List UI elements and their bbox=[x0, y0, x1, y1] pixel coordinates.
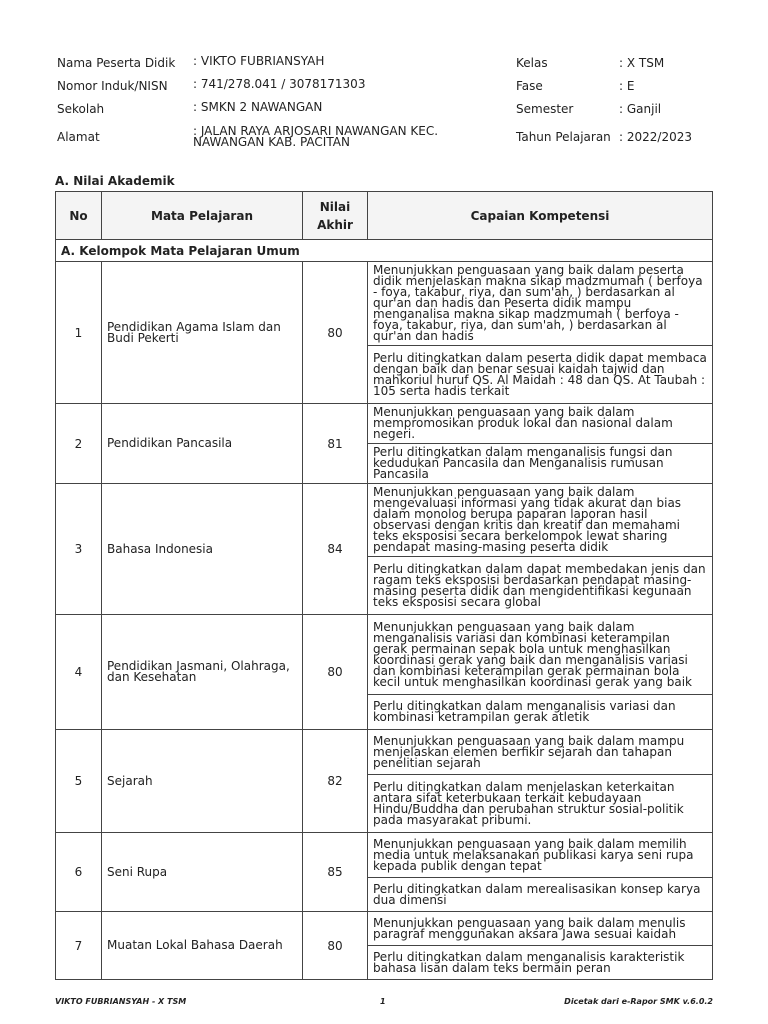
footer-printed-by: Dicetak dari e-Rapor SMK v.6.0.2 bbox=[564, 997, 713, 1006]
phase-value: : E bbox=[619, 79, 635, 93]
header-no: No bbox=[56, 192, 102, 240]
row-subject: Seni Rupa bbox=[102, 833, 303, 912]
row-competency-improve: Perlu ditingkatkan dalam menganalisis variasi dan kombinasi ketrampilan gerak atletik bbox=[368, 695, 713, 730]
row-competency-good: Menunjukkan penguasaan yang baik dalam peserta didik menjelaskan makna sikap madzmumah ( berfoya - foya, takabur, riya, dan sum'ah, ) berdasarkan al qur'an dan hadis dan Peserta didik mampu menganalisa makna sikap madzmumah ( berfoya - foya, takabur, riya, dan sum'ah, ) berdasarkan al qur'an dan hadis bbox=[368, 262, 713, 346]
row-subject: Muatan Lokal Bahasa Daerah bbox=[102, 912, 303, 980]
row-competency-improve: Perlu ditingkatkan dalam peserta didik dapat membaca dengan baik dan benar sesuai kaidah tajwid dan mahkoriul huruf QS. Al Maidah : 48 dan QS. At Taubah : 105 serta hadis terkait bbox=[368, 346, 713, 404]
row-competency-good: Menunjukkan penguasaan yang baik dalam mempromosikan produk lokal dan nasional dalam negeri. bbox=[368, 404, 713, 444]
row-no: 3 bbox=[56, 484, 102, 615]
row-score: 80 bbox=[303, 615, 368, 730]
header-competency: Capaian Kompetensi bbox=[368, 192, 713, 240]
class-value: : X TSM bbox=[619, 56, 665, 70]
row-competency-good: Menunjukkan penguasaan yang baik dalam memilih media untuk melaksanakan publikasi karya seni rupa kepada publik dengan tepat bbox=[368, 833, 713, 878]
row-score: 84 bbox=[303, 484, 368, 615]
row-competency-improve: Perlu ditingkatkan dalam menjelaskan keterkaitan antara sifat keterbukaan terkait kebudayaan Hindu/Buddha dan perubahan struktur sosial-politik pada masyarakat pribumi. bbox=[368, 775, 713, 833]
header-subject: Mata Pelajaran bbox=[102, 192, 303, 240]
footer-student: VIKTO FUBRIANSYAH - X TSM bbox=[55, 997, 187, 1006]
table-row bbox=[56, 262, 713, 346]
row-score: 81 bbox=[303, 404, 368, 484]
row-subject: Pendidikan Agama Islam dan Budi Pekerti bbox=[102, 262, 303, 404]
header-score: Nilai Akhir bbox=[303, 192, 368, 240]
row-score: 82 bbox=[303, 730, 368, 833]
row-no: 4 bbox=[56, 615, 102, 730]
table-row bbox=[56, 615, 713, 695]
row-no: 5 bbox=[56, 730, 102, 833]
table-row bbox=[56, 912, 713, 946]
class-label: Kelas bbox=[516, 56, 548, 70]
year-value: : 2022/2023 bbox=[619, 130, 692, 144]
grades-table bbox=[55, 191, 713, 980]
row-competency-good: Menunjukkan penguasaan yang baik dalam mampu menjelaskan elemen berfikir sejarah dan tahapan penelitian sejarah bbox=[368, 730, 713, 775]
year-label: Tahun Pelajaran bbox=[516, 130, 611, 144]
phase-label: Fase bbox=[516, 79, 543, 93]
row-score: 80 bbox=[303, 912, 368, 980]
row-subject: Bahasa Indonesia bbox=[102, 484, 303, 615]
school-label: Sekolah bbox=[57, 102, 105, 116]
row-competency-good: Menunjukkan penguasaan yang baik dalam mengevaluasi informasi yang tidak akurat dan bias dalam monolog berupa paparan laporan hasil observasi dengan kritis dan kreatif dan memahami teks eksposisi secara berkelompok lewat sharing pendapat masing-masing peserta didik bbox=[368, 484, 713, 557]
address-label: Alamat bbox=[57, 130, 100, 144]
address-value: : JALAN RAYA ARJOSARI NAWANGAN KEC. NAWANGAN KAB. PACITAN bbox=[193, 124, 439, 149]
name-value: : VIKTO FUBRIANSYAH bbox=[193, 54, 325, 68]
row-subject: Pendidikan Pancasila bbox=[102, 404, 303, 484]
row-no: 7 bbox=[56, 912, 102, 980]
row-competency-good: Menunjukkan penguasaan yang baik dalam menulis paragraf menggunakan aksara Jawa sesuai kaidah bbox=[368, 912, 713, 946]
row-score: 85 bbox=[303, 833, 368, 912]
group-label: A. Kelompok Mata Pelajaran Umum bbox=[56, 240, 713, 262]
nisn-label: Nomor Induk/NISN bbox=[57, 79, 168, 93]
row-no: 2 bbox=[56, 404, 102, 484]
table-row bbox=[56, 484, 713, 557]
semester-value: : Ganjil bbox=[619, 102, 662, 116]
footer-page-number: 1 bbox=[380, 997, 386, 1006]
section-title: A. Nilai Akademik bbox=[55, 174, 175, 188]
table-header bbox=[56, 192, 713, 240]
row-no: 6 bbox=[56, 833, 102, 912]
group-row bbox=[56, 240, 713, 262]
table-row bbox=[56, 730, 713, 775]
row-no: 1 bbox=[56, 262, 102, 404]
semester-label: Semester bbox=[516, 102, 574, 116]
school-value: : SMKN 2 NAWANGAN bbox=[193, 100, 323, 114]
row-competency-improve: Perlu ditingkatkan dalam menganalisis karakteristik bahasa lisan dalam teks bermain peran bbox=[368, 946, 713, 980]
row-competency-improve: Perlu ditingkatkan dalam merealisasikan konsep karya dua dimensi bbox=[368, 878, 713, 912]
row-competency-improve: Perlu ditingkatkan dalam dapat membedakan jenis dan ragam teks eksposisi berdasarkan pendapat masing-masing peserta didik dan mengidentifikasi kegunaan teks eksposisi secara global bbox=[368, 557, 713, 615]
row-score: 80 bbox=[303, 262, 368, 404]
row-competency-improve: Perlu ditingkatkan dalam menganalisis fungsi dan kedudukan Pancasila dan Menganalisis rumusan Pancasila bbox=[368, 444, 713, 484]
table-row bbox=[56, 833, 713, 878]
row-subject: Sejarah bbox=[102, 730, 303, 833]
row-competency-good: Menunjukkan penguasaan yang baik dalam menganalisis variasi dan kombinasi keterampilan gerak permainan sepak bola untuk menghasilkan koordinasi gerak yang baik dan menganalisis variasi dan kombinasi keterampilan gerak permainan bola kecil untuk menghasilkan koordinasi gerak yang baik bbox=[368, 615, 713, 695]
nisn-value: : 741/278.041 / 3078171303 bbox=[193, 77, 366, 91]
name-label: Nama Peserta Didik bbox=[57, 56, 176, 70]
row-subject: Pendidikan Jasmani, Olahraga, dan Kesehatan bbox=[102, 615, 303, 730]
table-row bbox=[56, 404, 713, 444]
